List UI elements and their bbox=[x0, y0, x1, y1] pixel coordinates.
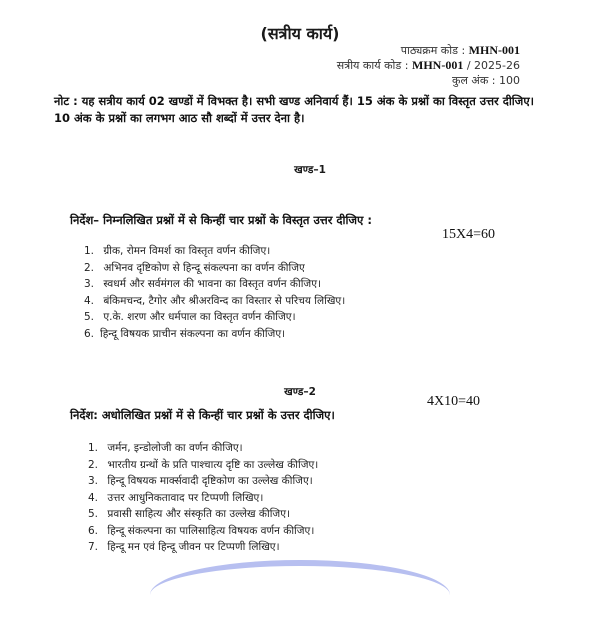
question-item bbox=[88, 523, 318, 540]
question-item bbox=[88, 539, 318, 556]
question-number: 4. bbox=[88, 491, 99, 504]
question-text: हिन्दू संकल्पना का पालिसाहित्य विषयक वर्णन कीजिए। bbox=[107, 524, 315, 537]
question-item bbox=[84, 326, 345, 343]
question-item bbox=[84, 276, 345, 293]
question-item bbox=[88, 473, 318, 490]
section-2-title: खण्ड–2 bbox=[284, 386, 316, 398]
section-1-marks: 15X4=60 bbox=[442, 227, 496, 242]
question-number: 1. bbox=[88, 442, 99, 454]
course-code-label: पाठ्यक्रम कोड : bbox=[400, 44, 466, 57]
question-number: 1. bbox=[84, 245, 95, 257]
page-title: (सत्रीय कार्य) bbox=[260, 24, 340, 43]
total-marks-label: कुल अंक : bbox=[452, 74, 496, 87]
course-code: MHN-001 bbox=[468, 43, 520, 57]
question-number: 6. bbox=[88, 524, 99, 537]
question-item bbox=[84, 260, 345, 277]
question-number: 6. bbox=[84, 327, 95, 340]
total-marks: 100 bbox=[499, 74, 520, 87]
question-text: जर्मन, इन्डोलोजी का वर्णन कीजिए। bbox=[107, 442, 243, 454]
question-text: ग्रीक, रोमन विमर्श का विस्तृत वर्णन कीजिए। bbox=[103, 245, 271, 257]
assignment-code: MHN-001 bbox=[412, 58, 464, 72]
question-number: 7. bbox=[88, 541, 99, 553]
note-text: नोट : यह सत्रीय कार्य 02 खण्डों में विभक्त है। सभी खण्ड अनिवार्य हैं। 15 अंक के प्रश्नों का विस्तृत उत्तर दीजिए। 10 अंक के प्रश्नों का लगभग आठ सौ शब्दों में उत्तर देना है। bbox=[54, 94, 535, 125]
question-text: स्वधर्म और सर्वमंगल की भावना का विस्तृत वर्णन कीजिए। bbox=[103, 278, 321, 290]
assignment-session: / 2025-26 bbox=[466, 59, 520, 72]
section-2-questions bbox=[88, 440, 318, 556]
question-text: ए.के. शरण और धर्मपाल का विस्तृत वर्णन कीजिए। bbox=[103, 311, 296, 323]
question-text: हिन्दू विषयक प्राचीन संकल्पना का वर्णन कीजिए। bbox=[100, 327, 286, 340]
question-item bbox=[84, 243, 345, 260]
question-number: 2. bbox=[84, 261, 95, 274]
question-number: 4. bbox=[84, 294, 95, 307]
assignment-code-label: सत्रीय कार्य कोड : bbox=[336, 59, 409, 72]
question-text: अभिनव दृष्टिकोण से हिन्दू संकल्पना का वर्णन कीजिए bbox=[103, 261, 305, 274]
question-item bbox=[84, 309, 345, 326]
question-text: प्रवासी साहित्य और संस्कृति का उल्लेख कीजिए। bbox=[107, 508, 291, 520]
assignment-code-line bbox=[337, 58, 520, 73]
question-number: 3. bbox=[84, 278, 95, 290]
question-number: 3. bbox=[88, 475, 99, 487]
section-2-marks: 4X10=40 bbox=[427, 394, 481, 409]
question-item bbox=[88, 440, 318, 457]
question-item bbox=[88, 457, 318, 474]
question-text: हिन्दू विषयक मार्क्सवादी दृष्टिकोण का उल्लेख कीजिए। bbox=[107, 475, 313, 487]
section-1-title: खण्ड–1 bbox=[294, 164, 326, 176]
question-text: बंकिमचन्द, टैगोर और श्रीअरविन्द का विस्तार से परिचय लिखिए। bbox=[103, 294, 346, 307]
section-2-instruction: निर्देश: अधोलिखित प्रश्नों में से किन्हीं चार प्रश्नों के उत्तर दीजिए। bbox=[70, 408, 335, 422]
section-1-instruction: निर्देश– निम्नलिखित प्रश्नों में से किन्हीं चार प्रश्नों के विस्तृत उत्तर दीजिए : bbox=[70, 213, 372, 227]
section-1-questions bbox=[84, 243, 345, 342]
question-number: 5. bbox=[84, 311, 95, 323]
question-number: 5. bbox=[88, 508, 99, 520]
question-text: भारतीय ग्रन्थों के प्रति पाश्चात्य दृष्टि का उल्लेख कीजिए। bbox=[107, 458, 319, 471]
question-item bbox=[88, 506, 318, 523]
decorative-arc bbox=[150, 560, 450, 630]
question-text: हिन्दू मन एवं हिन्दू जीवन पर टिप्पणी लिखिए। bbox=[107, 541, 280, 553]
total-marks-line bbox=[452, 73, 520, 88]
course-code-line bbox=[401, 43, 520, 58]
question-item bbox=[88, 490, 318, 507]
question-number: 2. bbox=[88, 458, 99, 471]
question-item bbox=[84, 293, 345, 310]
question-text: उत्तर आधुनिकतावाद पर टिप्पणी लिखिए। bbox=[107, 491, 264, 504]
